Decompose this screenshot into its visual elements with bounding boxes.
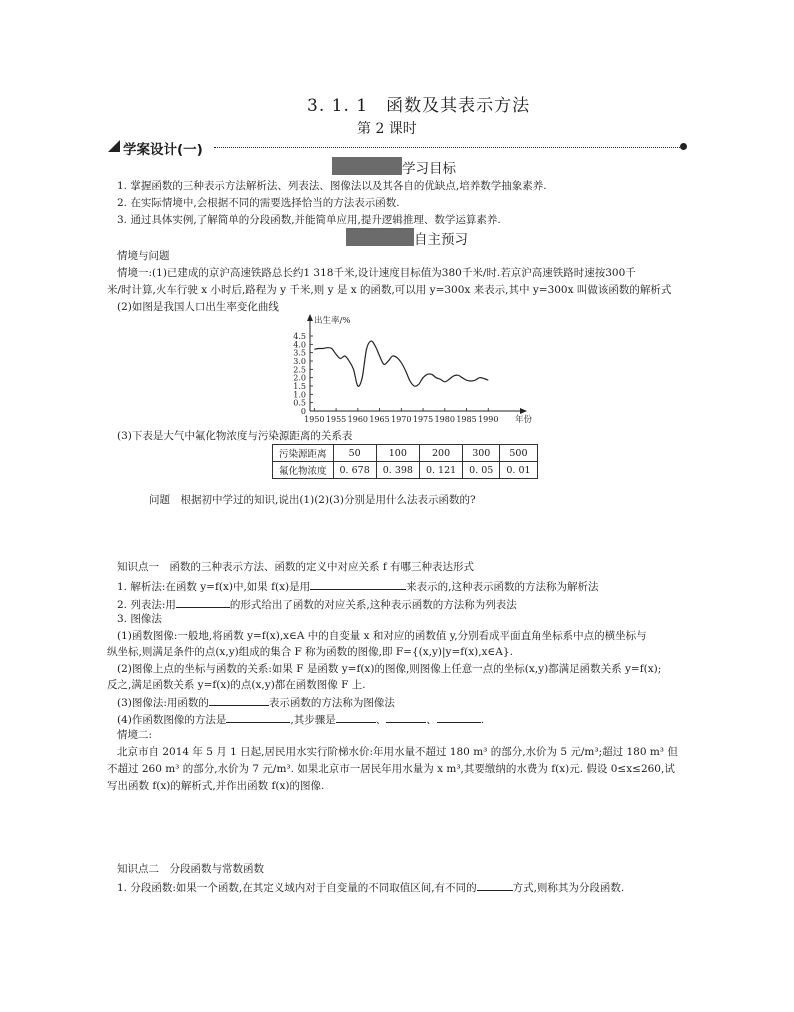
kp1-line-9-text-b: ,其步骤是 — [290, 714, 336, 726]
fill-blank[interactable] — [386, 711, 426, 723]
goals-heading: 学习目标 — [402, 161, 456, 177]
y-tick-label: 3.0 — [293, 357, 306, 366]
preview-heading-bar — [346, 228, 414, 246]
question-line: 问题 根据初中学过的知识,说出(1)(2)(3)分别是用什么法表示函数的? — [149, 494, 476, 506]
table-row-label: 污染源距离 — [273, 445, 334, 462]
kp1-line-4: (1)函数图像:一般地,将函数 y=f(x),x∈A 中的自变量 x 和对应的函数值 y,分别看成平面直角坐标系中点的横坐标与 — [117, 630, 647, 642]
kp1-line-8-text-b: 表示函数的方法称为图像法 — [268, 697, 395, 709]
x-tick-label: 1950 — [304, 415, 325, 424]
x-axis-label: 年份 — [515, 415, 533, 425]
banner-triangle-icon — [108, 140, 120, 152]
kp1-line-1 — [117, 578, 598, 594]
fill-blank[interactable] — [176, 596, 230, 608]
x-axis-arrow-icon — [520, 408, 527, 414]
y-tick-label: 3.5 — [293, 348, 306, 358]
kp1-line-2-text-b: 的形式给出了函数的对应关系,这种表示函数的方法称为列表法 — [229, 599, 517, 611]
table-row-label: 氟化物浓度 — [273, 462, 334, 479]
separator: 、 — [375, 714, 387, 726]
kp1-line-8 — [117, 694, 395, 710]
situation-1-line-3: (2)如图是我国人口出生率变化曲线 — [117, 301, 279, 313]
situation-1-line-4: (3)下表是大气中氟化物浓度与污染源距离的关系表 — [117, 430, 353, 442]
x-tick-label: 1990 — [478, 415, 499, 424]
goal-item-2: 2. 在实际情境中,会根据不同的需要选择恰当的方法表示函数. — [117, 197, 400, 209]
x-tick-label: 1975 — [412, 415, 434, 424]
y-axis-label: 出生率/% — [314, 316, 351, 326]
kp2-line-1-text-a: 1. 分段函数:如果一个函数,在其定义域内对于自变量的不同取值区间,有不同的 — [117, 882, 477, 894]
table-cell: 50 — [333, 445, 376, 462]
fluoride-table — [272, 444, 538, 479]
table-cell: 0. 398 — [376, 462, 419, 479]
banner-end-dot — [680, 143, 687, 150]
x-tick-label: 1965 — [369, 415, 390, 424]
kp1-line-7: 反之,满足函数关系 y=f(x)的点(x,y)都在函数图像 F 上. — [107, 679, 366, 691]
situation-2-line-3: 写出函数 f(x)的解析式,并作出函数 f(x)的图像. — [107, 780, 325, 792]
fill-blank[interactable] — [310, 578, 406, 590]
situation-2-line-2: 不超过 260 m³ 的部分,水价为 7 元/m³. 如果北京市一居民年用水量为 x m³,其要缴纳的水费为 f(x)元. 假设 0≤x≤260,试 — [107, 763, 675, 775]
x-tick-label: 1980 — [434, 415, 455, 424]
fill-blank[interactable] — [437, 711, 481, 723]
page-title: 3. 1. 1 函数及其表示方法 — [307, 96, 531, 116]
y-tick-label: 4.5 — [293, 332, 306, 341]
y-tick-label: 1.5 — [293, 382, 306, 391]
y-tick-label: 0.5 — [293, 398, 306, 408]
page-subtitle: 第 2 课时 — [357, 121, 417, 137]
kp1-title: 知识点一 函数的三种表示方法、函数的定义中对应关系 f 有哪三种表达形式 — [117, 561, 475, 573]
separator: 、 — [426, 714, 437, 726]
table-cell: 300 — [463, 445, 500, 462]
kp1-line-6: (2)图像上点的坐标与函数的关系:如果 F 是函数 y=f(x)的图像,则图像上任意一点的坐标(x,y)都满足函数关系 y=f(x); — [117, 663, 662, 675]
table-cell: 0. 01 — [500, 462, 537, 479]
fill-blank[interactable] — [477, 879, 513, 891]
kp1-line-3: 3. 图像法 — [117, 613, 162, 625]
situation-title: 情境与问题 — [117, 250, 170, 262]
kp1-line-9-text-a: (4)作函数图像的方法是 — [117, 714, 227, 726]
kp1-line-2 — [117, 596, 517, 612]
kp1-line-8-text-a: (3)图像法:用函数的 — [117, 697, 209, 709]
fill-blank[interactable] — [336, 711, 376, 723]
kp1-line-1-text-a: 1. 解析法:在函数 y=f(x)中,如果 f(x)是用 — [117, 581, 311, 593]
table-cell: 500 — [500, 445, 537, 462]
x-tick-label: 1985 — [456, 415, 477, 424]
preview-heading: 自主预习 — [414, 232, 468, 248]
table-row — [273, 462, 538, 479]
x-tick-label: 1955 — [325, 415, 347, 424]
y-tick-label: 2.5 — [293, 365, 306, 375]
birth-rate-chart — [275, 312, 540, 432]
goals-heading-bar — [332, 157, 402, 175]
table-cell: 0. 05 — [463, 462, 500, 479]
kp2-line-1 — [117, 879, 624, 895]
table-cell: 0. 678 — [333, 462, 376, 479]
y-axis-arrow-icon — [307, 314, 313, 321]
table-cell: 0. 121 — [419, 462, 462, 479]
table-cell: 100 — [376, 445, 419, 462]
situation-2-line-1: 北京市自 2014 年 5 月 1 日起,居民用水实行阶梯水价:年用水量不超过 180 m³ 的部分,水价为 5 元/m³;超过 180 m³ 但 — [117, 746, 678, 758]
situation-1-line-2: 米/时计算,火车行驶 x 小时后,路程为 y 千米,则 y 是 x 的函数,可以用 y=300x 来表示,其中 y=300x 叫做该函数的解析式 — [107, 284, 672, 296]
y-tick-label: 4.0 — [293, 340, 306, 350]
table-row — [273, 445, 538, 462]
kp1-line-2-text-a: 2. 列表法:用 — [117, 599, 176, 611]
kp2-line-1-text-b: 方式,则称其为分段函数. — [512, 882, 625, 894]
kp2-title: 知识点二 分段函数与常数函数 — [117, 863, 264, 875]
situation-1-line-1: 情境一:(1)已建成的京沪高速铁路总长约1 318千米,设计速度目标值为380千米/时.若京沪高速铁路时速按300千 — [117, 267, 636, 279]
goal-item-1: 1. 掌握函数的三种表示方法解析法、列表法、图像法以及其各自的优缺点,培养数学抽象素养. — [117, 180, 547, 192]
y-tick-label: 2.0 — [293, 373, 306, 383]
x-tick-label: 1960 — [347, 415, 369, 424]
banner-dotted-rule — [214, 147, 680, 148]
x-tick-label: 1970 — [391, 415, 412, 424]
y-tick-label: 0 — [300, 407, 306, 416]
goal-item-3: 3. 通过具体实例,了解简单的分段函数,并能简单应用,提升逻辑推理、数学运算素养. — [117, 214, 501, 226]
fill-blank[interactable] — [209, 694, 269, 706]
kp1-line-9 — [117, 711, 484, 727]
kp1-line-1-text-b: 来表示的,这种表示函数的方法称为解析法 — [406, 581, 599, 593]
table-cell: 200 — [419, 445, 462, 462]
kp1-line-5: 纵坐标,则满足条件的点(x,y)组成的集合 F 称为函数的图像,即 F={(x,y)|y=f(x),x∈A}. — [107, 646, 513, 658]
situation-2-title: 情境二: — [117, 729, 153, 741]
section-banner: 学案设计(一) — [123, 142, 203, 158]
fill-blank[interactable] — [226, 711, 290, 723]
period: . — [480, 714, 485, 726]
y-tick-label: 1.0 — [293, 390, 306, 400]
series-line-birth-rate — [314, 341, 488, 386]
